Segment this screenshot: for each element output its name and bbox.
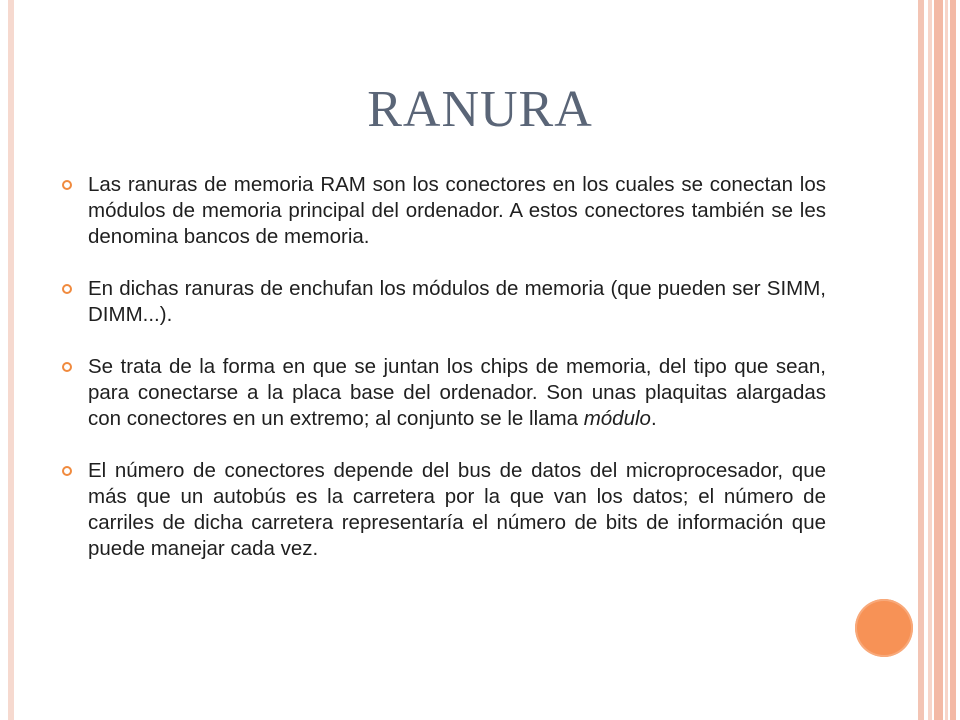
frame-left-border	[8, 0, 14, 720]
bullet-icon	[62, 466, 72, 476]
bullet-icon	[62, 284, 72, 294]
bullet-item	[62, 172, 826, 250]
decorative-stripe	[934, 0, 943, 720]
bullet-list	[62, 172, 826, 588]
bullet-item	[62, 458, 826, 562]
bullet-text-part: Se trata de la forma en que se juntan los chips de memoria, del tipo que sean, para conectarse a la placa base del ordenador. Son unas plaquitas alargadas con conectores en un extremo; al conjunto se le llama	[88, 355, 826, 430]
bullet-icon	[62, 362, 72, 372]
decorative-stripe	[945, 0, 948, 720]
bullet-item	[62, 276, 826, 328]
slide-title: RANURA	[367, 81, 593, 138]
bullet-text: El número de conectores depende del bus de datos del microprocesador, que más que un autobús es la carretera por la que van los datos; el número de carriles de dicha carretera representaría el número de bits de información que puede manejar cada vez.	[88, 459, 826, 560]
frame-right-border	[918, 0, 924, 720]
bullet-text-part: .	[650, 407, 657, 430]
decorative-stripe	[950, 0, 956, 720]
bullet-text: Las ranuras de memoria RAM son los conectores en los cuales se conectan los módulos de memoria principal del ordenador. A estos conectores también se les denomina bancos de memoria.	[88, 173, 826, 248]
bullet-item	[62, 354, 826, 432]
bullet-text	[88, 355, 826, 430]
bullet-icon	[62, 180, 72, 190]
decorative-stripe	[928, 0, 932, 720]
bullet-text-emphasis: módulo	[583, 407, 651, 430]
bullet-text: En dichas ranuras de enchufan los módulos de memoria (que pueden ser SIMM, DIMM...).	[88, 277, 826, 326]
decorative-circle-icon	[855, 599, 913, 657]
